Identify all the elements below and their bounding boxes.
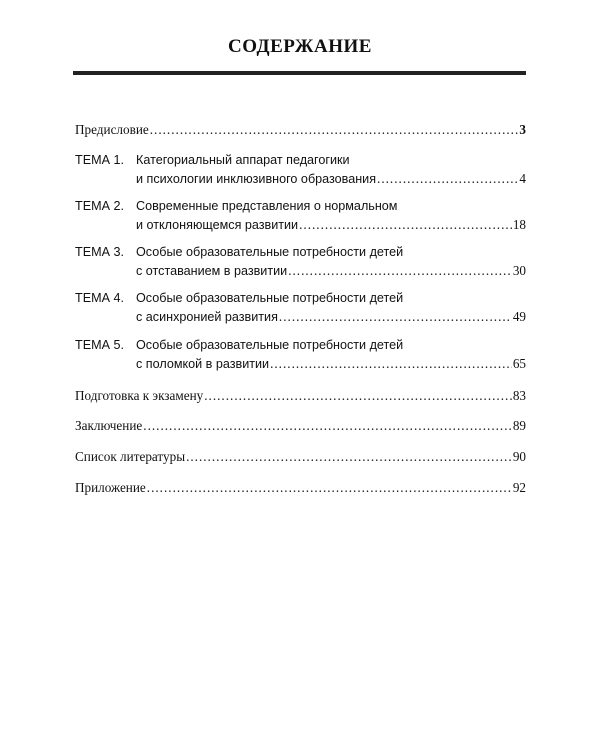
- topic-title-line2: с поломкой в развитии: [136, 356, 270, 371]
- dot-leader: [186, 448, 512, 467]
- toc-entry-bibliography[interactable]: [75, 448, 526, 467]
- toc-entry-page: 18: [512, 216, 526, 232]
- toc-entry-page: 49: [512, 308, 526, 324]
- topic-title-line2: и отклоняющемся развитии: [136, 217, 299, 232]
- topic-title-line1: Особые образовательные потребности детей: [136, 291, 404, 305]
- toc-entry-page: 3: [519, 122, 526, 137]
- topic-number: ТЕМА 5.: [75, 338, 124, 352]
- dot-leader: [279, 308, 512, 327]
- toc-entry-topic-2[interactable]: [75, 197, 526, 234]
- dot-leader: [288, 262, 512, 281]
- toc-entry-exam-prep[interactable]: [75, 387, 526, 406]
- toc-entry-label: Список литературы: [75, 449, 186, 464]
- dot-leader: [270, 355, 512, 374]
- toc-entry-page: 4: [519, 170, 526, 186]
- topic-number: ТЕМА 3.: [75, 245, 124, 259]
- toc-entry-label: Приложение: [75, 480, 146, 495]
- dot-leader: [377, 170, 518, 189]
- toc-entry-page: 65: [512, 355, 526, 371]
- dot-leader: [204, 387, 512, 406]
- topic-title-line1: Особые образовательные потребности детей: [136, 245, 404, 259]
- toc-entry-page: 30: [512, 262, 526, 278]
- topic-number: ТЕМА 2.: [75, 199, 124, 213]
- toc-entry-label: Предисловие: [75, 122, 149, 137]
- toc-entry-appendix[interactable]: [75, 479, 526, 498]
- toc-entry-label: Заключение: [75, 418, 143, 433]
- topic-title-line1: Особые образовательные потребности детей: [136, 338, 404, 352]
- title-divider: [73, 71, 526, 75]
- dot-leader: [299, 216, 512, 235]
- toc-entry-topic-4[interactable]: [75, 289, 526, 326]
- toc-entry-page: 89: [512, 418, 526, 433]
- toc-entry-page: 92: [512, 480, 526, 495]
- topic-title-line1: Категориальный аппарат педагогики: [136, 153, 350, 167]
- dot-leader: [147, 479, 512, 498]
- topic-number: ТЕМА 4.: [75, 291, 124, 305]
- toc-entry-topic-1[interactable]: [75, 151, 526, 188]
- toc-entry-topic-5[interactable]: [75, 336, 526, 373]
- topic-number: ТЕМА 1.: [75, 153, 124, 167]
- toc-entry-label: Подготовка к экзамену: [75, 388, 204, 403]
- topic-title-line1: Современные представления о нормальном: [136, 199, 398, 213]
- dot-leader: [150, 121, 519, 140]
- page-title: СОДЕРЖАНИЕ: [228, 36, 372, 57]
- toc-entry-page: 90: [512, 449, 526, 464]
- dot-leader: [143, 417, 512, 436]
- topic-title-line2: с отставанием в развитии: [136, 263, 288, 278]
- toc-entry-topic-3[interactable]: [75, 243, 526, 280]
- toc-entry-page: 83: [512, 388, 526, 403]
- toc-entry-conclusion[interactable]: [75, 417, 526, 436]
- toc-entry-preface[interactable]: [75, 121, 526, 140]
- topic-title-line2: с асинхронией развития: [136, 309, 278, 324]
- topic-title-line2: и психологии инклюзивного образования: [136, 171, 377, 186]
